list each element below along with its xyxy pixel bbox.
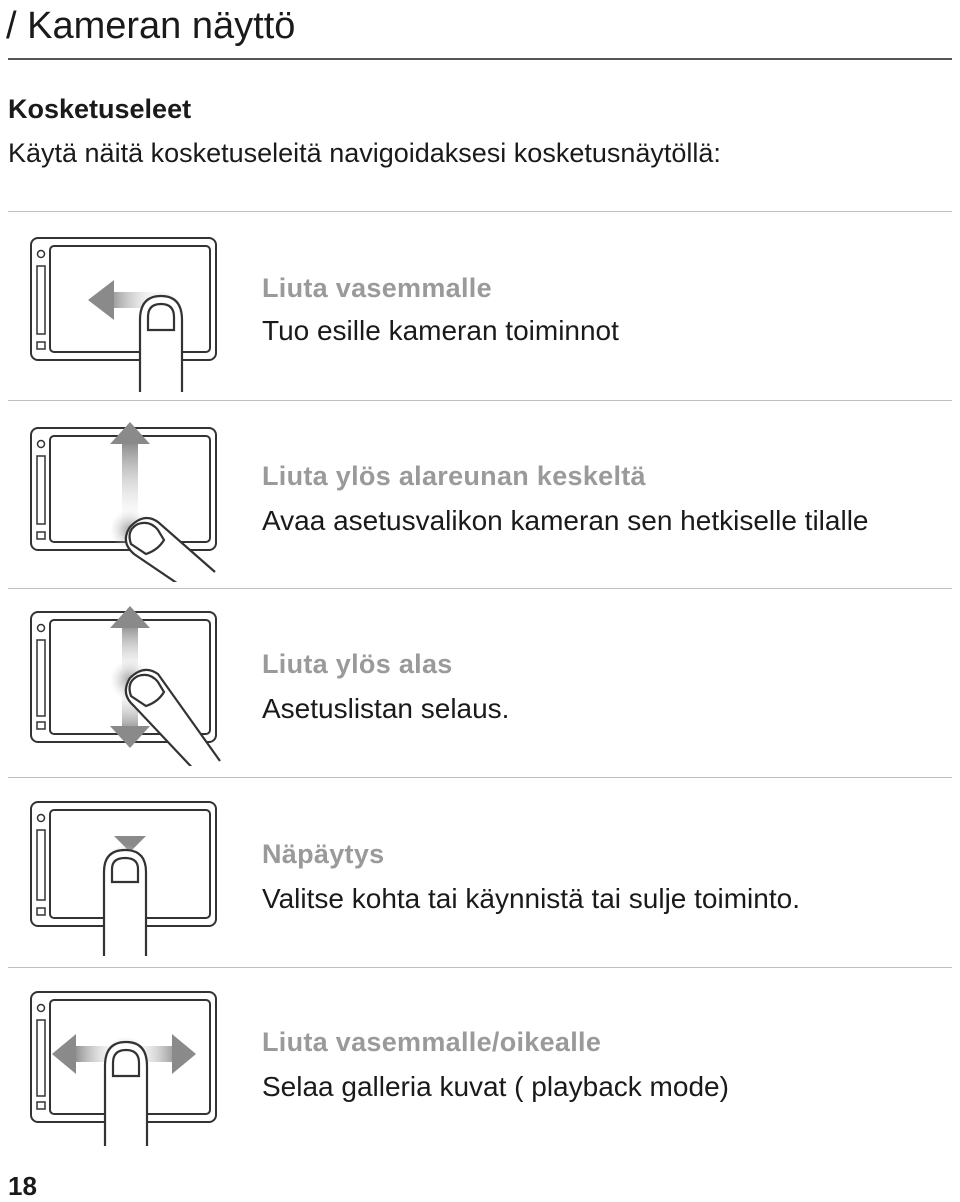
gesture-item-swipe-up	[0, 422, 960, 612]
gesture-description: Avaa asetusvalikon kameran sen hetkiselle tilalle	[262, 505, 869, 536]
divider	[8, 588, 952, 589]
gesture-title: Liuta vasemmalle/oikealle	[262, 1027, 602, 1057]
gesture-description: Asetuslistan selaus.	[262, 693, 510, 724]
divider	[8, 400, 952, 401]
swipe-up-from-bottom-icon	[30, 422, 230, 582]
gesture-title: Liuta ylös alareunan keskeltä	[262, 461, 646, 491]
gesture-description: Selaa galleria kuvat ( playback mode)	[262, 1071, 729, 1102]
divider	[8, 211, 952, 212]
gesture-description: Valitse kohta tai käynnistä tai sulje toiminto.	[262, 883, 800, 914]
gesture-item-swipe-left	[0, 232, 960, 422]
swipe-left-right-icon	[30, 986, 230, 1146]
gesture-item-scroll	[0, 606, 960, 796]
title-rule	[8, 58, 952, 60]
section-heading: Kosketuseleet	[8, 94, 192, 124]
section-intro: Käytä näitä kosketuseleitä navigoidaksesi kosketusnäytöllä:	[8, 138, 721, 168]
gesture-title: Liuta ylös alas	[262, 649, 453, 679]
tap-icon	[30, 796, 230, 956]
divider	[8, 777, 952, 778]
gesture-title: Näpäytys	[262, 839, 385, 869]
divider	[8, 967, 952, 968]
gesture-item-tap	[0, 796, 960, 986]
page-number: 18	[8, 1171, 37, 1201]
swipe-left-icon	[30, 232, 230, 392]
page-title: / Kameran näyttö	[6, 5, 296, 47]
gesture-title: Liuta vasemmalle	[262, 273, 492, 303]
gesture-description: Tuo esille kameran toiminnot	[262, 315, 619, 346]
swipe-up-down-icon	[30, 606, 230, 766]
gesture-item-swipe-left-right	[0, 986, 960, 1176]
